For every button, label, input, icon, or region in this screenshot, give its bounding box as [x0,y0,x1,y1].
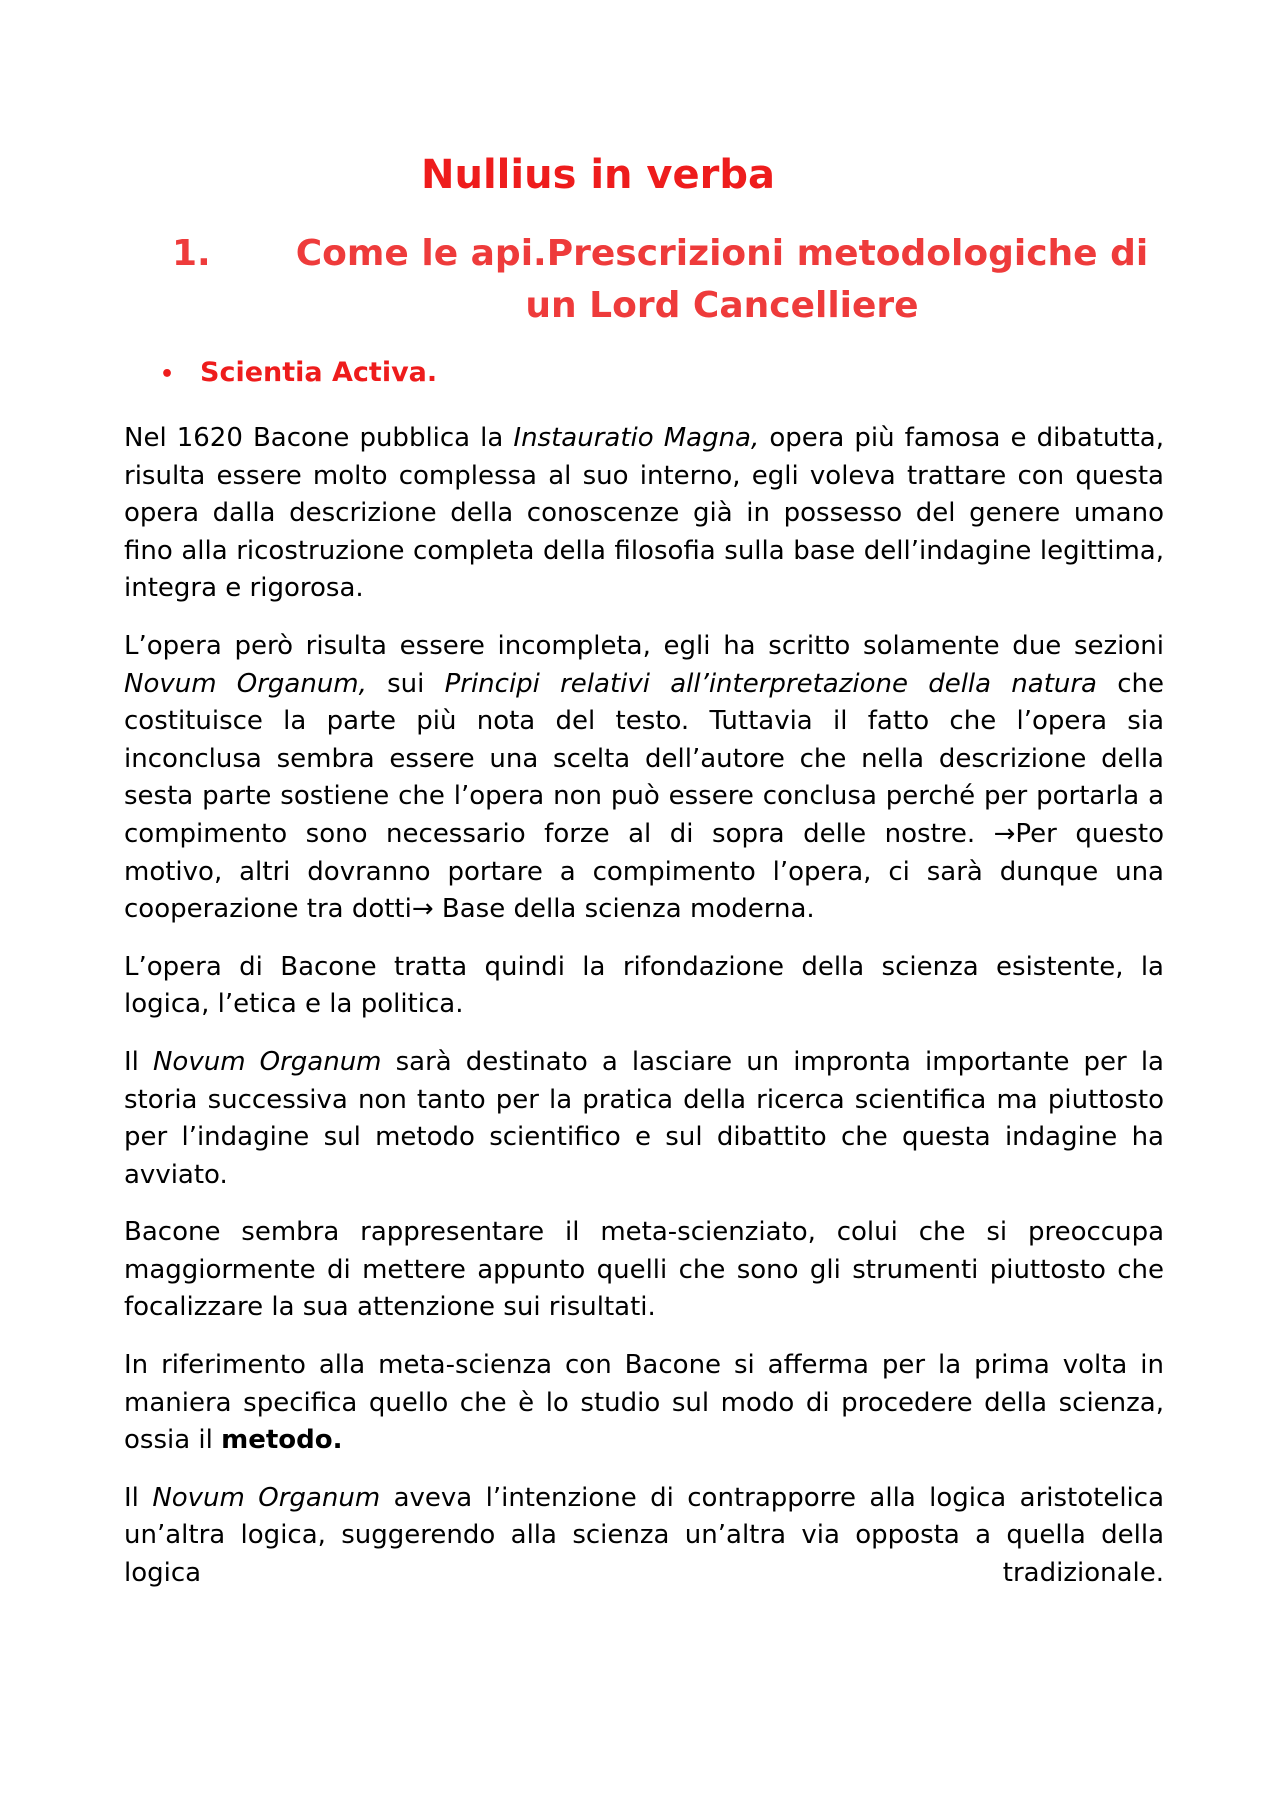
paragraph-2-italic-d: Principi relativi all’interpretazione della natura [444,668,1097,699]
paragraph-7-italic: Novum Organum [152,1482,381,1513]
paragraph-2-text-a: L’opera però risulta essere incompleta, egli ha scritto solamente due sezioni [124,630,1164,661]
section-number: 1. [172,233,211,274]
paragraph-1-text-c: opera più famosa e dibatutta, risulta essere molto complessa al suo interno, egli voleva trattare con questa opera dalla descrizione della conoscenze già in possesso del genere umano fino alla ricostruzione completa della filosofia sulla base dell’indagine legittima, integra e rigorosa. [124,423,1165,604]
paragraph-4-italic: Novum Organum [152,1046,382,1077]
paragraph-2 [124,628,1164,929]
bullet-icon: • [160,362,175,387]
paragraph-7-text-a: Il [124,1482,153,1513]
paragraph-4-text-c: sarà destinato a lasciare un impronta importante per la storia successiva non tanto per la pratica della ricerca scientifica ma piuttosto per l’indagine sul metodo scientifico e sul dibattito che questa indagine ha avviato. [124,1046,1164,1190]
paragraph-1-italic: Instauratio Magna, [513,423,760,453]
paragraph-1-text-a: Nel 1620 Bacone pubblica la [124,423,514,453]
paragraph-6-text-a: In riferimento alla meta-scienza con Bacone si afferma per la prima volta in maniera specifica quello che è lo studio sul modo di procedere della scienza, ossia il [124,1350,1164,1456]
paragraph-2-italic-b: Novum Organum, [124,668,367,699]
section-heading [172,228,1158,332]
document-body [124,420,1164,1613]
bullet-heading-text: Scientia Activa. [200,357,438,388]
bullet-heading [160,355,437,393]
paragraph-7-text-c: aveva l’intenzione di contrapporre alla logica aristotelica un’altra logica, suggerendo alla scienza un’altra via opposta a quella della logica tradizionale. [124,1482,1165,1589]
document-title: Nullius in verba [421,152,775,198]
paragraph-7 [124,1480,1164,1593]
paragraph-2-text-e: che costituisce la parte più nota del testo. Tuttavia il fatto che l’opera sia inconclusa sembra essere una scelta dell’autore che nella descrizione della sesta parte sostiene che l’opera non può essere conclusa perché per portarla a compimento sono necessario forze al di sopra delle nostre. →Per questo motivo, altri dovranno portare a compimento l’opera, ci sarà dunque una cooperazione tra dotti→ Base della scienza moderna. [124,668,1164,925]
paragraph-1 [124,420,1164,608]
paragraph-4 [124,1044,1164,1194]
section-title: Come le api.Prescrizioni metodologiche di un Lord Cancelliere [295,233,1149,326]
paragraph-2-text-c: sui [366,668,445,699]
paragraph-4-text-a: Il [124,1046,153,1077]
paragraph-5: Bacone sembra rappresentare il meta-scienziato, colui che si preoccupa maggiormente di mettere appunto quelli che sono gli strumenti piuttosto che focalizzare la sua attenzione sui risultati. [124,1217,1164,1323]
paragraph-3: L’opera di Bacone tratta quindi la rifondazione della scienza esistente, la logica, l’etica e la politica. [124,951,1164,1020]
paragraph-6 [124,1347,1164,1460]
paragraph-6-bold: metodo. [221,1425,343,1456]
